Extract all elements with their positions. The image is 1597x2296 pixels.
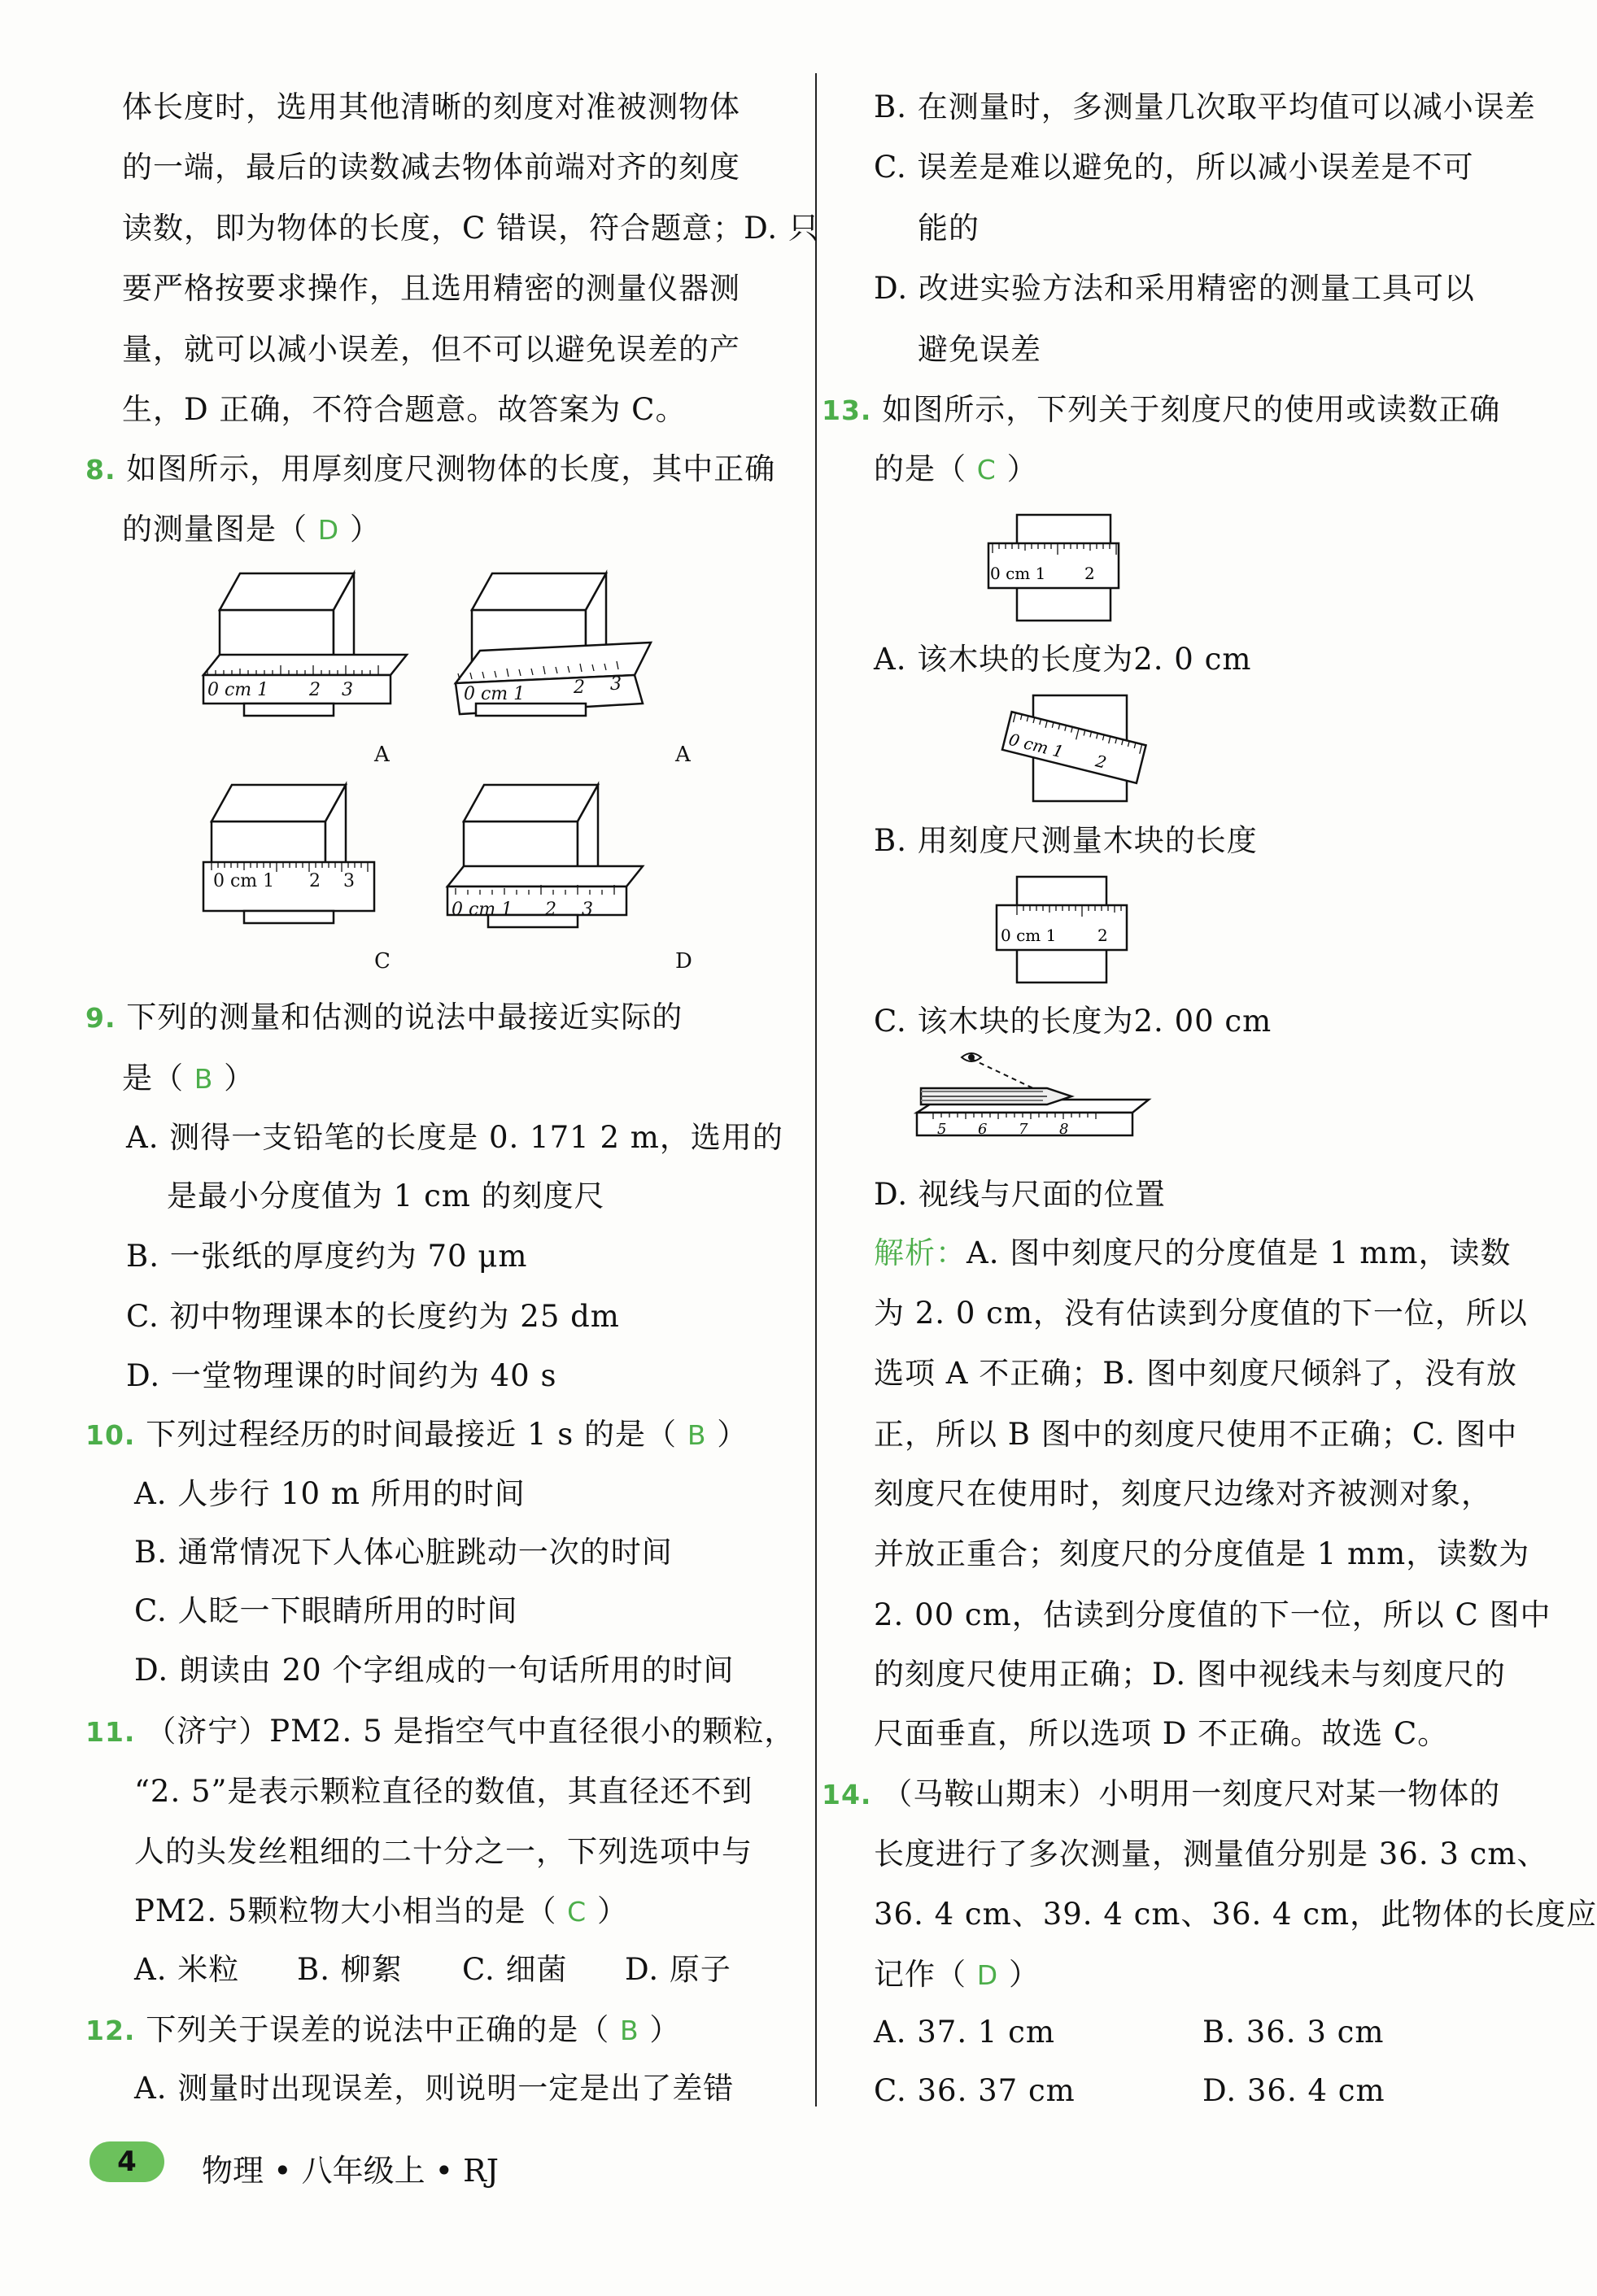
ruler-label: 3 bbox=[610, 674, 622, 695]
question-text: “2. 5”是表示颗粒直径的数值，其直径还不到 bbox=[134, 1774, 753, 1809]
question-number: 14. bbox=[822, 1779, 872, 1810]
ruler-label: 2 bbox=[545, 900, 556, 920]
option: 是最小分度值为 1 cm 的刻度尺 bbox=[167, 1178, 605, 1213]
column-divider bbox=[815, 73, 817, 2106]
option: C. 36. 37 cm bbox=[874, 2073, 1076, 2108]
question-9 bbox=[85, 1000, 683, 1035]
option: B. 36. 3 cm bbox=[1202, 2015, 1385, 2050]
question-number: 8. bbox=[85, 454, 116, 486]
analysis bbox=[874, 1235, 1512, 1270]
question-text: ） bbox=[996, 451, 1038, 486]
option: A. 测得一支铅笔的长度是 0. 171 2 m，选用的 bbox=[126, 1120, 783, 1155]
question-number: 11. bbox=[85, 1716, 136, 1748]
option: B. 柳絮 bbox=[297, 1952, 403, 1987]
question-8-line2 bbox=[122, 512, 381, 547]
question-text: ） bbox=[339, 512, 381, 547]
ruler-label: 3 bbox=[582, 900, 593, 920]
analysis-text: 并放正重合；刻度尺的分度值是 1 mm，读数为 bbox=[874, 1536, 1530, 1571]
answer-mark: C bbox=[976, 454, 997, 486]
figure-label: A bbox=[675, 743, 691, 767]
option: C. 细菌 bbox=[462, 1952, 568, 1987]
option: B. 在测量时，多测量几次取平均值可以减小误差 bbox=[874, 89, 1536, 124]
analysis-text: 选项 A 不正确；B. 图中刻度尺倾斜了，没有放 bbox=[874, 1356, 1517, 1391]
answer-mark: D bbox=[976, 1959, 999, 1991]
answer-mark: B bbox=[620, 2015, 639, 2046]
ruler-label: 2 bbox=[1084, 564, 1095, 583]
option: 避免误差 bbox=[918, 332, 1041, 367]
answer-mark: C bbox=[567, 1896, 587, 1928]
ruler-label: 5 bbox=[937, 1121, 947, 1138]
ruler-label: 2 bbox=[574, 677, 585, 698]
ruler-label: 2 bbox=[309, 871, 321, 891]
question-number: 9. bbox=[85, 1002, 116, 1034]
question-text: 下列过程经历的时间最接近 1 s 的是（ bbox=[146, 1417, 687, 1452]
option: C. 误差是难以避免的，所以减小误差是不可 bbox=[874, 150, 1474, 185]
question-text: 如图所示，用厚刻度尺测物体的长度，其中正确 bbox=[126, 451, 776, 486]
q13-figure-a bbox=[988, 511, 1184, 625]
question-text: ） bbox=[706, 1417, 748, 1452]
option: 能的 bbox=[918, 211, 980, 246]
question-14 bbox=[822, 1776, 1501, 1811]
question-text: 人的头发丝粗细的二十分之一，下列选项中与 bbox=[134, 1834, 753, 1869]
question-text: ） bbox=[639, 2012, 681, 2047]
option: C. 人眨一下眼睛所用的时间 bbox=[134, 1593, 518, 1628]
ruler-label: 0 cm 1 bbox=[207, 680, 269, 700]
answer-mark: D bbox=[317, 514, 340, 546]
q13-figure-d bbox=[913, 1049, 1157, 1155]
book-title: 物理 • 八年级上 • RJ bbox=[202, 2153, 499, 2189]
option: D. 视线与尺面的位置 bbox=[874, 1177, 1166, 1212]
ruler-label: 2 bbox=[309, 680, 321, 700]
analysis-label: 解析： bbox=[874, 1235, 966, 1270]
question-number: 12. bbox=[85, 2015, 136, 2046]
q7-tail-line: 要严格按要求操作，且选用精密的测量仪器测 bbox=[122, 271, 740, 306]
option: A. 测量时出现误差，则说明一定是出了差错 bbox=[134, 2071, 735, 2106]
q7-tail-line: 体长度时，选用其他清晰的刻度对准被测物体 bbox=[122, 89, 740, 124]
q7-tail-line: 读数，即为物体的长度，C 错误，符合题意；D. 只 bbox=[122, 211, 819, 246]
question-text: （济宁）PM2. 5 是指空气中直径很小的颗粒， bbox=[146, 1714, 796, 1749]
analysis-text: 为 2. 0 cm，没有估读到分度值的下一位，所以 bbox=[874, 1296, 1528, 1331]
analysis-text: A. 图中刻度尺的分度值是 1 mm，读数 bbox=[966, 1235, 1512, 1270]
option: D. 朗读由 20 个字组成的一句话所用的时间 bbox=[134, 1653, 735, 1688]
question-text: 长度进行了多次测量，测量值分别是 36. 3 cm、 bbox=[874, 1836, 1548, 1871]
option: A. 该木块的长度为2. 0 cm bbox=[874, 642, 1252, 677]
question-text: 下列的测量和估测的说法中最接近实际的 bbox=[126, 1000, 683, 1035]
question-text: ） bbox=[998, 1957, 1040, 1992]
q7-tail-line: 生，D 正确，不符合题意。故答案为 C。 bbox=[122, 392, 687, 427]
question-text: 记作（ bbox=[874, 1957, 977, 1992]
question-text: ） bbox=[587, 1893, 628, 1928]
question-text: 的是（ bbox=[874, 451, 977, 486]
option: A. 37. 1 cm bbox=[874, 2015, 1055, 2050]
question-11 bbox=[85, 1714, 796, 1749]
question-text: 如图所示，下列关于刻度尺的使用或读数正确 bbox=[882, 392, 1501, 427]
ruler-label: 0 cm 1 bbox=[1001, 926, 1057, 945]
question-text: 是（ bbox=[122, 1061, 194, 1096]
q7-tail-line: 量，就可以减小误差，但不可以避免误差的产 bbox=[122, 332, 740, 367]
question-8 bbox=[85, 451, 776, 486]
analysis-text: 2. 00 cm，估读到分度值的下一位，所以 C 图中 bbox=[874, 1597, 1551, 1632]
ruler-label: 2 bbox=[1093, 751, 1109, 773]
option: C. 初中物理课本的长度约为 25 dm bbox=[126, 1299, 620, 1334]
question-10 bbox=[85, 1417, 748, 1452]
analysis-text: 正，所以 B 图中的刻度尺使用不正确；C. 图中 bbox=[874, 1417, 1518, 1452]
page-number-badge: 4 bbox=[89, 2141, 164, 2182]
q8-figure bbox=[203, 561, 692, 974]
ruler-label: 7 bbox=[1019, 1121, 1028, 1138]
analysis-text: 刻度尺在使用时，刻度尺边缘对齐被测对象， bbox=[874, 1476, 1492, 1511]
option: B. 一张纸的厚度约为 70 μm bbox=[126, 1239, 528, 1274]
option: D. 36. 4 cm bbox=[1202, 2073, 1385, 2108]
question-9-line2 bbox=[122, 1061, 255, 1096]
option: B. 用刻度尺测量木块的长度 bbox=[874, 823, 1258, 858]
ruler-label: 2 bbox=[1097, 926, 1108, 945]
option: D. 改进实验方法和采用精密的测量工具可以 bbox=[874, 271, 1475, 306]
question-12 bbox=[85, 2012, 681, 2047]
question-text: （马鞍山期末）小明用一刻度尺对某一物体的 bbox=[882, 1776, 1501, 1811]
answer-mark: B bbox=[194, 1063, 214, 1095]
question-text: PM2. 5颗粒物大小相当的是（ bbox=[134, 1893, 568, 1928]
question-11-line4 bbox=[134, 1893, 628, 1928]
option: B. 通常情况下人体心脏跳动一次的时间 bbox=[134, 1535, 673, 1570]
question-text: 36. 4 cm、39. 4 cm、36. 4 cm，此物体的长度应 bbox=[874, 1897, 1597, 1932]
question-13-line2 bbox=[874, 451, 1038, 486]
eye-icon bbox=[962, 1053, 981, 1061]
question-text: 下列关于误差的说法中正确的是（ bbox=[146, 2012, 620, 2047]
figure-label: C bbox=[374, 949, 391, 974]
ruler-label: 0 cm 1 bbox=[1006, 729, 1066, 762]
ruler-label: 3 bbox=[342, 680, 353, 700]
option: C. 该木块的长度为2. 00 cm bbox=[874, 1004, 1272, 1039]
figure-label: A bbox=[374, 743, 390, 767]
analysis-text: 尺面垂直，所以选项 D 不正确。故选 C。 bbox=[874, 1716, 1449, 1751]
question-text: 的测量图是（ bbox=[122, 512, 318, 547]
question-number: 10. bbox=[85, 1419, 136, 1451]
figure-label: D bbox=[675, 949, 692, 974]
analysis-text: 的刻度尺使用正确；D. 图中视线未与刻度尺的 bbox=[874, 1657, 1506, 1692]
ruler-label: 0 cm 1 bbox=[452, 900, 513, 920]
question-14-line4 bbox=[874, 1957, 1040, 1992]
option: A. 人步行 10 m 所用的时间 bbox=[134, 1476, 526, 1511]
option: A. 米粒 bbox=[134, 1952, 240, 1987]
question-text: ） bbox=[213, 1061, 255, 1096]
ruler-label: 0 cm 1 bbox=[464, 684, 526, 704]
ruler-label: 8 bbox=[1059, 1121, 1069, 1138]
q13-figure-b bbox=[1001, 691, 1196, 809]
q13-figure-c bbox=[997, 873, 1192, 987]
answer-mark: B bbox=[687, 1419, 707, 1451]
option: D. 一堂物理课的时间约为 40 s bbox=[126, 1358, 557, 1393]
option: D. 原子 bbox=[625, 1952, 731, 1987]
question-number: 13. bbox=[822, 394, 872, 426]
figure-c bbox=[203, 785, 374, 923]
ruler-label: 3 bbox=[343, 871, 355, 891]
q7-tail-line: 的一端，最后的读数减去物体前端对齐的刻度 bbox=[122, 150, 740, 185]
ruler-label: 0 cm 1 bbox=[213, 871, 275, 891]
question-13 bbox=[822, 394, 1500, 425]
ruler-label: 0 cm 1 bbox=[990, 564, 1046, 583]
ruler-label: 6 bbox=[978, 1121, 988, 1138]
